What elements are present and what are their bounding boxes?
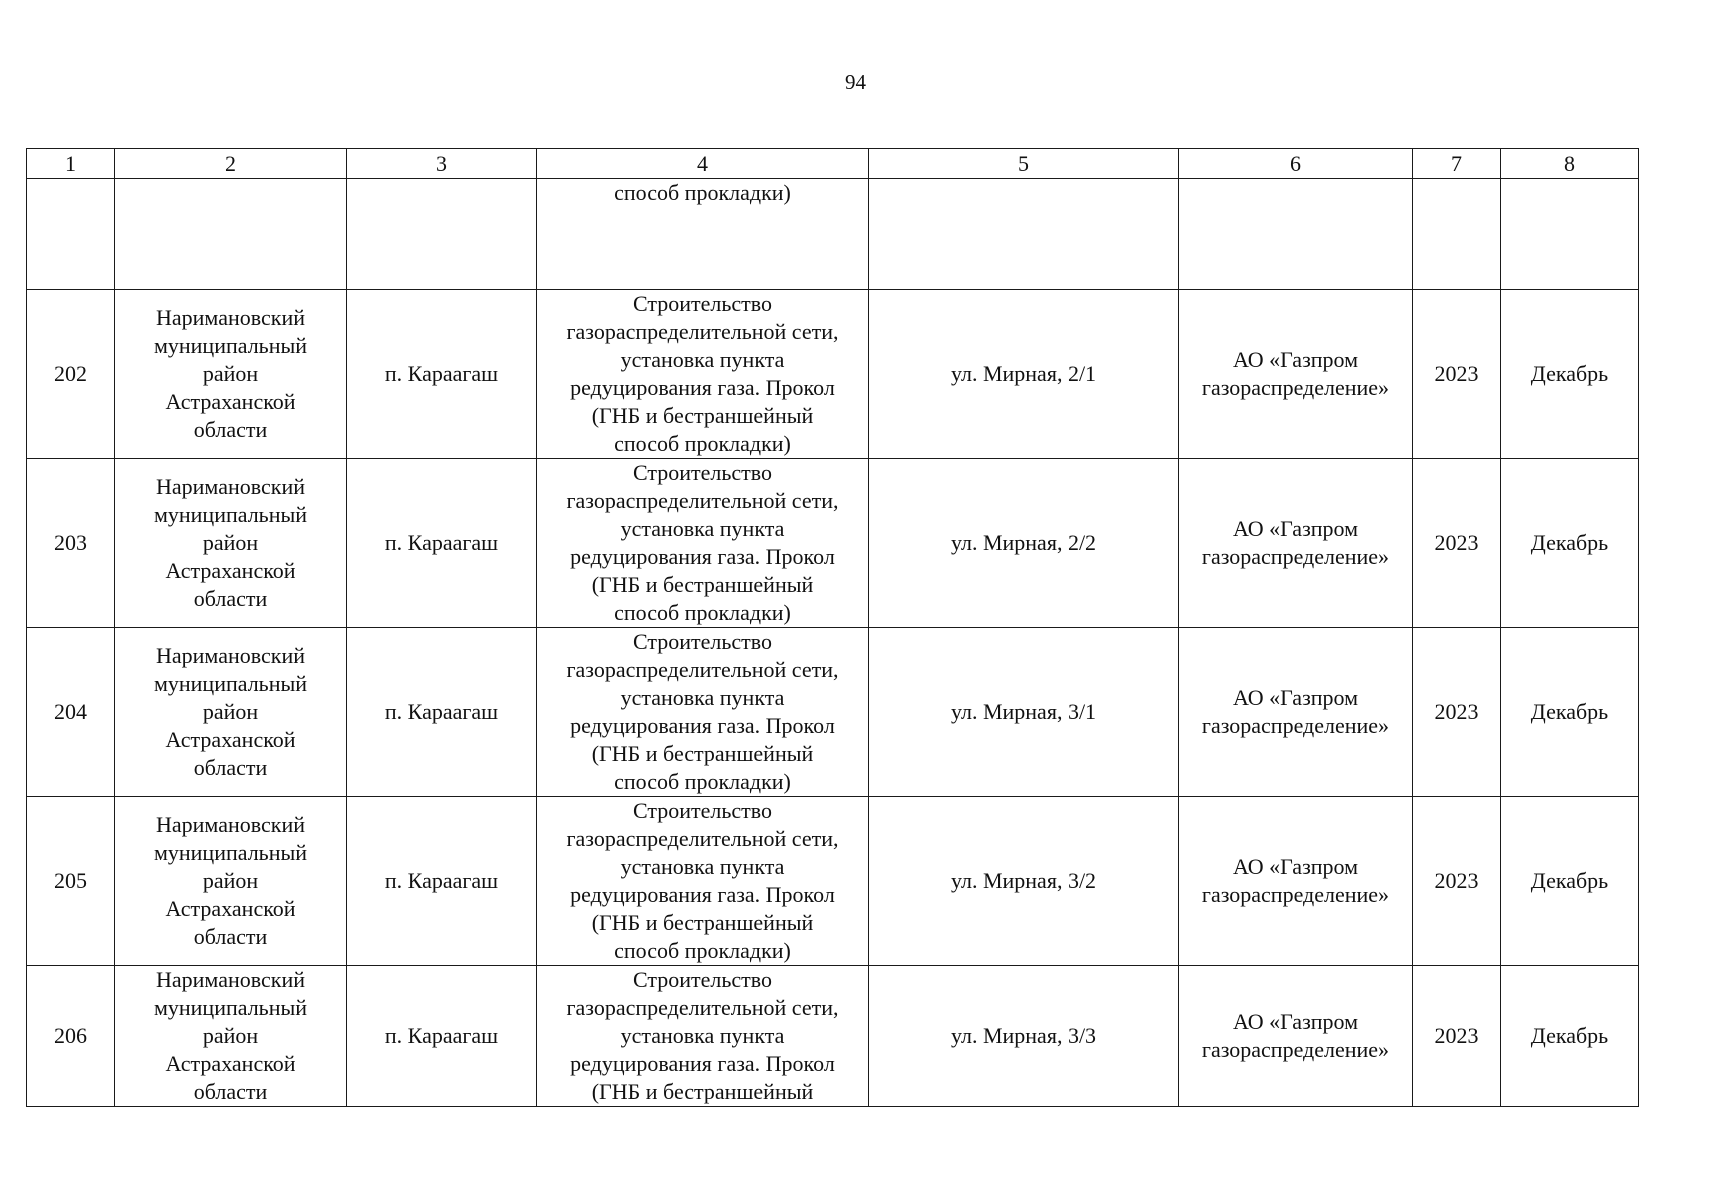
- work-line: газораспределительной сети,: [566, 319, 839, 344]
- district-line: муниципальный: [153, 502, 308, 527]
- continuation-row: [27, 179, 1639, 290]
- organization-line: газораспределение»: [1201, 882, 1390, 907]
- work-line: редуцирования газа. Прокол: [570, 375, 835, 400]
- organization-line: газораспределение»: [1201, 544, 1390, 569]
- row-number: 205: [27, 797, 115, 966]
- table-cell: [1501, 179, 1639, 290]
- row-number: 204: [27, 628, 115, 797]
- work-line: установка пункта: [620, 685, 785, 710]
- table-cell: [115, 179, 347, 290]
- work-line: газораспределительной сети,: [566, 488, 839, 513]
- settlement-cell: п. Караагаш: [347, 628, 537, 797]
- work-line: (ГНБ и бестраншейный: [591, 741, 814, 766]
- row-number: 203: [27, 459, 115, 628]
- column-header: 7: [1413, 149, 1501, 179]
- organization-cell: [1179, 797, 1413, 966]
- table-cell: [27, 179, 115, 290]
- organization-line: газораспределение»: [1201, 1037, 1390, 1062]
- column-header: 8: [1501, 149, 1639, 179]
- district-line: Наримановский: [156, 812, 305, 837]
- address-cell: ул. Мирная, 3/2: [869, 797, 1179, 966]
- district-line: Астраханской: [165, 389, 296, 414]
- district-line: район: [202, 868, 259, 893]
- address-cell: ул. Мирная, 3/1: [869, 628, 1179, 797]
- column-header: 2: [115, 149, 347, 179]
- column-header: 6: [1179, 149, 1413, 179]
- organization-line: АО «Газпром: [1232, 516, 1359, 541]
- district-line: области: [193, 586, 268, 611]
- year-cell: 2023: [1413, 628, 1501, 797]
- year-cell: 2023: [1413, 797, 1501, 966]
- work-line: способ прокладки): [614, 431, 791, 456]
- district-line: Наримановский: [156, 967, 305, 992]
- district-cell: [115, 797, 347, 966]
- table-cell: [1179, 179, 1413, 290]
- organization-cell: [1179, 628, 1413, 797]
- row-number: 202: [27, 290, 115, 459]
- work-description-cell: [537, 459, 869, 628]
- year-cell: 2023: [1413, 459, 1501, 628]
- work-line: (ГНБ и бестраншейный: [591, 910, 814, 935]
- table-cell: [1413, 179, 1501, 290]
- table-row: [27, 459, 1639, 628]
- district-line: области: [193, 1079, 268, 1104]
- column-header: 4: [537, 149, 869, 179]
- work-line: способ прокладки): [614, 938, 791, 963]
- work-line: (ГНБ и бестраншейный: [591, 403, 814, 428]
- district-line: области: [193, 924, 268, 949]
- table-row: [27, 966, 1639, 1107]
- district-line: район: [202, 530, 259, 555]
- address-cell: ул. Мирная, 2/1: [869, 290, 1179, 459]
- district-line: Астраханской: [165, 896, 296, 921]
- district-cell: [115, 628, 347, 797]
- work-line: газораспределительной сети,: [566, 995, 839, 1020]
- month-cell: Декабрь: [1501, 628, 1639, 797]
- work-line: редуцирования газа. Прокол: [570, 713, 835, 738]
- work-line: Строительство: [632, 291, 773, 316]
- work-line: редуцирования газа. Прокол: [570, 544, 835, 569]
- district-line: Астраханской: [165, 727, 296, 752]
- organization-line: АО «Газпром: [1232, 685, 1359, 710]
- district-line: области: [193, 417, 268, 442]
- work-line: (ГНБ и бестраншейный: [591, 1079, 814, 1104]
- district-cell: [115, 290, 347, 459]
- district-line: муниципальный: [153, 671, 308, 696]
- work-line: газораспределительной сети,: [566, 657, 839, 682]
- row-number: 206: [27, 966, 115, 1107]
- work-line: Строительство: [632, 629, 773, 654]
- table-cell: [869, 179, 1179, 290]
- table-row: [27, 628, 1639, 797]
- organization-cell: [1179, 459, 1413, 628]
- district-line: район: [202, 699, 259, 724]
- year-cell: 2023: [1413, 966, 1501, 1107]
- page-number: 94: [845, 70, 866, 94]
- district-line: муниципальный: [153, 840, 308, 865]
- settlement-cell: п. Караагаш: [347, 290, 537, 459]
- month-cell: Декабрь: [1501, 966, 1639, 1107]
- header-row: [27, 149, 1639, 179]
- work-description-cell: [537, 628, 869, 797]
- column-header: 1: [27, 149, 115, 179]
- organization-cell: [1179, 290, 1413, 459]
- work-line: установка пункта: [620, 854, 785, 879]
- district-cell: [115, 966, 347, 1107]
- district-line: район: [202, 361, 259, 386]
- work-line: Строительство: [632, 798, 773, 823]
- month-cell: Декабрь: [1501, 797, 1639, 966]
- organization-line: АО «Газпром: [1232, 347, 1359, 372]
- table-row: [27, 290, 1639, 459]
- district-line: Астраханской: [165, 1051, 296, 1076]
- settlement-cell: п. Караагаш: [347, 459, 537, 628]
- table-cell: [347, 179, 537, 290]
- work-line: Строительство: [632, 460, 773, 485]
- district-line: Астраханской: [165, 558, 296, 583]
- address-cell: ул. Мирная, 2/2: [869, 459, 1179, 628]
- organization-line: газораспределение»: [1201, 375, 1390, 400]
- organization-line: газораспределение»: [1201, 713, 1390, 738]
- work-line: Строительство: [632, 967, 773, 992]
- work-line: способ прокладки): [614, 769, 791, 794]
- column-header: 5: [869, 149, 1179, 179]
- organization-line: АО «Газпром: [1232, 1009, 1359, 1034]
- work-line: редуцирования газа. Прокол: [570, 1051, 835, 1076]
- district-line: области: [193, 755, 268, 780]
- work-line: газораспределительной сети,: [566, 826, 839, 851]
- month-cell: Декабрь: [1501, 459, 1639, 628]
- district-line: муниципальный: [153, 333, 308, 358]
- settlement-cell: п. Караагаш: [347, 966, 537, 1107]
- work-description-cell: [537, 797, 869, 966]
- district-cell: [115, 459, 347, 628]
- work-description-cell: [537, 966, 869, 1107]
- settlement-cell: п. Караагаш: [347, 797, 537, 966]
- year-cell: 2023: [1413, 290, 1501, 459]
- work-line: способ прокладки): [614, 600, 791, 625]
- organization-line: АО «Газпром: [1232, 854, 1359, 879]
- address-cell: ул. Мирная, 3/3: [869, 966, 1179, 1107]
- month-cell: Декабрь: [1501, 290, 1639, 459]
- table-row: [27, 797, 1639, 966]
- district-line: Наримановский: [156, 643, 305, 668]
- work-description-cell: [537, 290, 869, 459]
- schedule-table: [26, 148, 1639, 1107]
- organization-cell: [1179, 966, 1413, 1107]
- district-line: район: [202, 1023, 259, 1048]
- district-line: муниципальный: [153, 995, 308, 1020]
- work-line: установка пункта: [620, 1023, 785, 1048]
- work-line: установка пункта: [620, 516, 785, 541]
- work-line: редуцирования газа. Прокол: [570, 882, 835, 907]
- continuation-text: способ прокладки): [537, 179, 869, 290]
- column-header: 3: [347, 149, 537, 179]
- work-line: (ГНБ и бестраншейный: [591, 572, 814, 597]
- district-line: Наримановский: [156, 305, 305, 330]
- work-line: установка пункта: [620, 347, 785, 372]
- district-line: Наримановский: [156, 474, 305, 499]
